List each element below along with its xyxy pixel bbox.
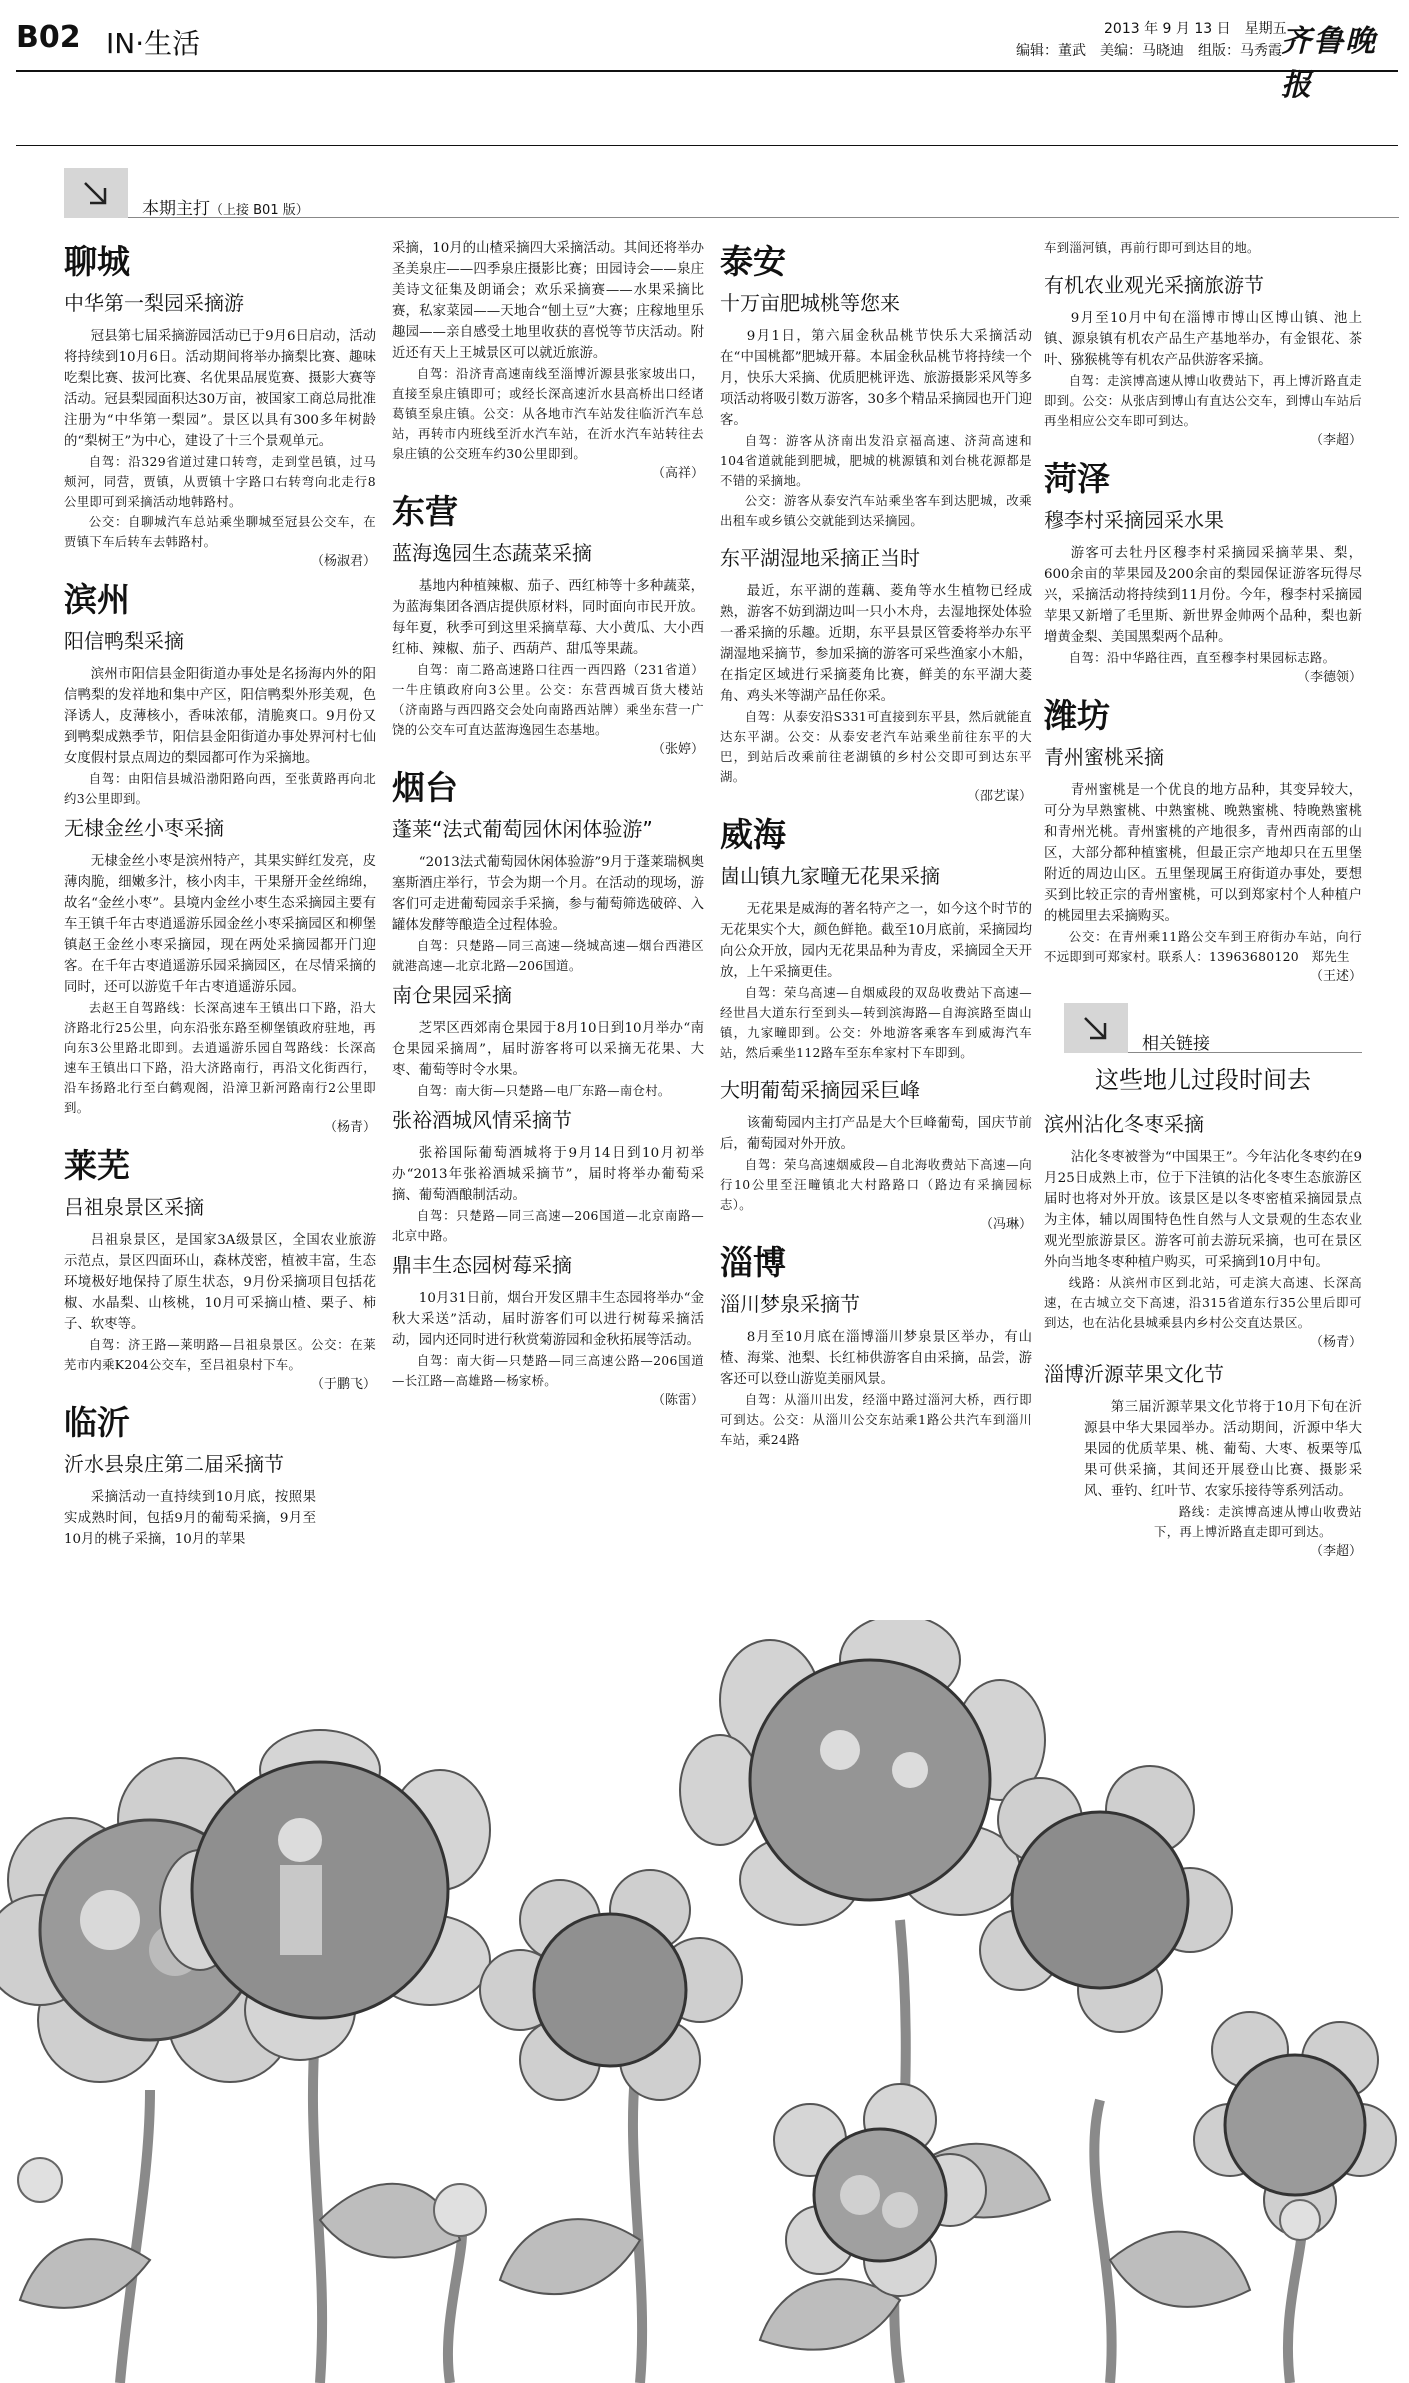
article-body: 8月至10月底在淄博淄川梦泉景区举办，有山楂、海棠、池梨、长红柿供游客自由采摘，品尝，游客还可以登山游览美丽风景。 bbox=[720, 1330, 1032, 1387]
article-body: 第三届沂源苹果文化节将于10月下旬在沂源县中华大果园举办。活动期间，沂源中华大果园的优质苹果、桃、葡萄、大枣、板栗等瓜果可供采摘，其间还开展登山比赛、摄影采风、垂钓、红叶节、农家乐接待等系列活动。 bbox=[1084, 1400, 1362, 1499]
banner-rule bbox=[1128, 1052, 1362, 1053]
top-rule bbox=[16, 145, 1398, 146]
article-body: 9月1日，第六届金秋品桃节快乐大采摘活动在“中国桃都”肥城开幕。本届金秋品桃节将持续一个月，快乐大采摘、优质肥桃评选、旅游摄影采风等多项活动将吸引数万游客，30多个精品采摘园也开门迎客。 bbox=[720, 329, 1032, 428]
article-body: “2013法式葡萄园休闲体验游”9月于蓬莱瑞枫奥塞斯酒庄举行，节会为期一个月。在活动的现场，游客们可走进葡萄园亲手采摘，参与葡萄筛选破碎、入罐体发酵等酿造全过程体验。 bbox=[392, 855, 704, 933]
banner-rule bbox=[128, 217, 1399, 218]
byline: （陈雷） bbox=[651, 1393, 704, 1408]
article-body: 张裕国际葡萄酒城将于9月14日到10月初举办“2013年张裕酒城采摘节”，届时将举办葡萄采摘、葡萄酒酿制活动。 bbox=[392, 1146, 704, 1203]
article-body: 芝罘区西郊南仓果园于8月10日到10月举办“南仓果园采摘周”，届时游客将可以采摘无花果、大枣、葡萄等时令水果。 bbox=[392, 1021, 704, 1078]
peach-icon bbox=[80, 1890, 140, 1950]
byline: （邵艺谋） bbox=[966, 789, 1032, 804]
byline: （张婷） bbox=[651, 742, 704, 757]
flower-photo-5 bbox=[980, 1766, 1232, 2032]
article-body: 冠县第七届采摘游园活动已于9月6日启动，活动将持续到10月6日。活动期间将举办摘梨比赛、趣味吃梨比赛、拔河比赛、名优果品展览赛、摄影大赛等活动。冠县梨园面积达30万亩，被国家工商总局批准注册为“中华第一梨园”。景区以具有300多年树龄的“梨树王”为中心，建设了十三个景观单元。 bbox=[64, 329, 376, 449]
route-note: 自驾：从泰安沿S331可直接到东平县，然后就能直达东平湖。公交：从泰安老汽车站乘坐前往东平的大巴，到站后改乘前往老湖镇的乡村公交即可到达东平湖。 bbox=[720, 709, 1032, 784]
flower-photo-4 bbox=[680, 1620, 1045, 1925]
city-heading: 滨州 bbox=[64, 580, 130, 619]
byline: （冯琳） bbox=[979, 1217, 1032, 1232]
masthead bbox=[16, 14, 1396, 103]
byline: （李德领） bbox=[1296, 670, 1362, 685]
article-heading: 阳信鸭梨采摘 bbox=[64, 629, 184, 653]
related-banner bbox=[1064, 1003, 1362, 1053]
article-heading: 大明葡萄采摘园采巨峰 bbox=[720, 1078, 920, 1102]
column-3 bbox=[720, 238, 1032, 1450]
article-body: 游客可去牡丹区穆李村采摘园采摘苹果、梨，600余亩的苹果园及200余亩的梨园保证游客玩得尽兴，采摘活动将持续到11月份。今年，穆李村采摘园苹果又新增了毛里斯、新世界金帅两个品种，梨也新增黄金梨、美国黑梨两个品种。 bbox=[1044, 546, 1362, 645]
section-name: IN·生活 bbox=[106, 27, 201, 60]
person-icon bbox=[892, 1752, 928, 1788]
route-note: 自驾：游客从济南出发沿京福高速、济菏高速和104省道就能到肥城，肥城的桃源镇和刘台桃花源都是不错的采摘地。 bbox=[720, 433, 1032, 488]
route-note: 公交：在青州乘11路公交车到王府街办车站，向行不远即到可郑家村。联系人：13963680120 郑先生 bbox=[1044, 929, 1362, 964]
route-note: 自驾：荣乌高速烟威段—自北海收费站下高速—向行10公里至汪疃镇北大村路路口（路边有采摘园标志）。 bbox=[720, 1157, 1032, 1212]
article-heading: 蓝海逸园生态蔬菜采摘 bbox=[392, 541, 592, 565]
apple-icon bbox=[882, 2192, 918, 2228]
article-heading: 吕祖泉景区采摘 bbox=[64, 1195, 204, 1219]
flower-buds bbox=[18, 2158, 1320, 2240]
article-body: 吕祖泉景区，是国家3A级景区，全国农业旅游示范点，景区四面环山，森林茂密，植被丰富，生态环境极好地保持了原生状态，9月份采摘项目包括花椒、水晶梨、山核桃，10月可采摘山楂、栗子、柿子、软枣等。 bbox=[64, 1233, 376, 1332]
arrow-icon bbox=[1082, 1015, 1110, 1041]
editor-credits: 编辑：董武 美编：马晓迪 组版：马秀霞 bbox=[1016, 43, 1282, 59]
city-heading: 烟台 bbox=[392, 768, 458, 807]
header-rule bbox=[16, 70, 1398, 72]
route-note: 路线：走滨博高速从博山收费站下，再上博沂路直走即可到达。 bbox=[1154, 1504, 1362, 1539]
column-2 bbox=[392, 238, 704, 1419]
page-number: B02 bbox=[16, 20, 81, 55]
article-body: 10月31日前，烟台开发区鼎丰生态园将举办“金秋大采送”活动，届时游客们可以进行树莓采摘活动，园内还同时进行秋赏菊游园和金秋拓展等活动。 bbox=[392, 1291, 704, 1348]
flower-photo-illustration bbox=[0, 1620, 1409, 2383]
article-heading: 蓬莱“法式葡萄园休闲体验游” bbox=[392, 817, 653, 841]
city-heading: 菏泽 bbox=[1044, 459, 1110, 498]
article-body: 青州蜜桃是一个优良的地方品种，其变异较大，可分为早熟蜜桃、中熟蜜桃、晚熟蜜桃、特晚熟蜜桃和青州光桃。青州蜜桃的产地很多，青州西南部的山区，大部分都种植蜜桃，但最正宗产地却只在五里堡附近的周边山区。五里堡现属王府街道办事处，要想买到比较正宗的青州蜜桃，可以到郑家村个人种植户的桃园里去采摘购买。 bbox=[1044, 783, 1362, 924]
person-icon bbox=[820, 1730, 860, 1770]
city-heading: 聊城 bbox=[64, 242, 130, 281]
column-4 bbox=[1044, 238, 1362, 1570]
article-body: 滨州市阳信县金阳街道办事处是名扬海内外的阳信鸭梨的发祥地和集中产区，阳信鸭梨外形美观，色泽诱人，皮薄核小，香味浓郁，清脆爽口。9月份又到鸭梨成熟季节，阳信县金阳街道办事处界河村七仙女度假村景点周边的梨园都可作为采摘地。 bbox=[64, 667, 376, 766]
article-heading: 滨州沾化冬枣采摘 bbox=[1044, 1112, 1204, 1136]
city-heading: 潍坊 bbox=[1044, 696, 1110, 735]
article-heading: 东平湖湿地采摘正当时 bbox=[720, 546, 920, 570]
article-body: 沾化冬枣被誉为“中国果王”。今年沾化冬枣约在9月25日成熟上市，位于下洼镇的沾化冬枣生态旅游区届时也将对外开放。该景区是以冬枣密植采摘园景点为主体，辅以周围特色性自然与人文景观的生态农业观光型旅游景区。游客可前去游玩采摘，也可在景区外向当地冬枣种植户购买，可采摘到10月中旬。 bbox=[1044, 1150, 1362, 1270]
city-heading: 临沂 bbox=[64, 1403, 130, 1442]
route-note-continued: 车到淄河镇，再前行即可到达目的地。 bbox=[1044, 240, 1260, 255]
article-body: 该葡萄园内主打产品是大个巨峰葡萄，国庆节前后，葡萄园对外开放。 bbox=[720, 1116, 1032, 1152]
route-note: 自驾：走滨博高速从博山收费站下，再上博沂路直走即到。公交：从张店到博山有直达公交车，到博山车站后再坐相应公交车即可到达。 bbox=[1044, 373, 1362, 428]
banner-title bbox=[142, 194, 309, 219]
byline: （李超） bbox=[1309, 433, 1362, 448]
flower-photo-3 bbox=[480, 1870, 742, 2100]
banner-box bbox=[64, 168, 128, 218]
route-note: 公交：自聊城汽车总站乘坐聊城至冠县公交车，在贾镇下车后转车去韩路村。 bbox=[64, 514, 376, 549]
article-heading: 崮山镇九家疃无花果采摘 bbox=[720, 864, 940, 888]
route-note: 线路：从滨州市区到北站，可走滨大高速、长深高速，在古城立交下高速，沿315省道东行35公里后即可到达，也在沾化县城乘县内乡村公交直达景区。 bbox=[1044, 1275, 1362, 1330]
article-heading: 穆李村采摘园采水果 bbox=[1044, 508, 1224, 532]
article-heading: 有机农业观光采摘旅游节 bbox=[1044, 273, 1264, 297]
article-heading: 张裕酒城风情采摘节 bbox=[392, 1108, 572, 1132]
field-photo bbox=[1225, 2055, 1365, 2195]
banner-title-text: 本期主打 bbox=[142, 199, 210, 219]
article-body: 采摘活动一直持续到10月底，按照果实成熟时间，包括9月的葡萄采摘，9月至10月的桃子采摘，10月的苹果 bbox=[64, 1490, 316, 1547]
article-heading: 淄博沂源苹果文化节 bbox=[1044, 1362, 1224, 1386]
related-title: 这些地儿过段时间去 bbox=[1095, 1066, 1311, 1094]
article-body: 无棣金丝小枣是滨州特产，其果实鲜红发亮，皮薄肉脆，细嫩多汁，核小肉丰，干果掰开金丝绵绵，故名“金丝小枣”。县境内金丝小枣生态采摘园主要有车王镇千年古枣逍遥游乐园金丝小枣采摘园区和柳堡镇赵王金丝小枣采摘园，现在两处采摘园都开门迎客。在千年古枣逍遥游乐园采摘园区，在尽情采摘的同时，还可以游览千年古枣逍遥游乐园。 bbox=[64, 854, 376, 995]
byline: （王述） bbox=[1309, 969, 1362, 984]
route-note: 自驾：由阳信县城沿渤阳路向西，至张黄路再向北约3公里即到。 bbox=[64, 771, 376, 806]
route-note: 公交：游客从泰安汽车站乘坐客车到达肥城，改乘出租车或乡镇公交就能到达采摘园。 bbox=[720, 493, 1032, 528]
banner-box bbox=[1064, 1003, 1128, 1053]
byline: （高祥） bbox=[651, 466, 704, 481]
article-heading: 青州蜜桃采摘 bbox=[1044, 745, 1164, 769]
route-note: 自驾：沿329省道过建口转弯，走到堂邑镇，过马颊河，同营，贾镇，从贾镇十字路口右转弯向北走行8公里即可到采摘活动地韩路村。 bbox=[64, 454, 376, 509]
article-heading: 无棣金丝小枣采摘 bbox=[64, 816, 224, 840]
byline: （杨青） bbox=[323, 1120, 376, 1135]
byline: （杨淑君） bbox=[310, 554, 376, 569]
city-heading: 泰安 bbox=[720, 242, 786, 281]
arrow-icon bbox=[82, 180, 110, 206]
route-note: 自驾：沿济青高速南线至淄博沂源县张家坡出口，直接至泉庄镇即可；或经长深高速沂水县高桥出口经诸葛镇至泉庄镇。公交：从各地市汽车站发往临沂汽车总站，再转市内班线至沂水汽车站，在沂水汽车站转往去泉庄镇的公交班车约30公里即到。 bbox=[392, 366, 704, 461]
city-heading: 莱芜 bbox=[64, 1146, 130, 1185]
city-heading: 威海 bbox=[720, 815, 786, 854]
girl-photo bbox=[534, 1914, 686, 2066]
column-1 bbox=[64, 238, 376, 1550]
route-note: 自驾：南二路高速路口往西一西四路（231省道）一牛庄镇政府向3公里。公交：东营西城百货大楼站（济南路与西四路交会处向南路西站牌）乘坐东营一广饶的公交车可直达蓝海逸园生态基地。 bbox=[392, 662, 704, 737]
person-icon bbox=[280, 1865, 322, 1955]
section-banner bbox=[64, 168, 1399, 218]
route-note: 自驾：南大街—只楚路—电厂东路—南仓村。 bbox=[416, 1083, 671, 1098]
route-note: 自驾：沿中华路往西，直至穆李村果园标志路。 bbox=[1068, 650, 1336, 665]
byline: （杨青） bbox=[1309, 1335, 1362, 1350]
banner-title: 相关链接 bbox=[1142, 1034, 1210, 1054]
article-body: 无花果是威海的著名特产之一，如今这个时节的无花果实个大，颜色鲜艳。截至10月底前，采摘园均向公众开放，园内无花果品种为青皮，采摘园全天开放，上午采摘更佳。 bbox=[720, 902, 1032, 980]
article-heading: 南仓果园采摘 bbox=[392, 983, 512, 1007]
apple-icon bbox=[840, 2175, 880, 2215]
orchard-photo bbox=[1012, 1812, 1188, 1988]
route-note: 自驾：济王路—莱明路—吕祖泉景区。公交：在莱芜市内乘K204公交车，至吕祖泉村下车。 bbox=[64, 1337, 376, 1372]
article-body: 最近，东平湖的莲藕、菱角等水生植物已经成熟，游客不妨到湖边叫一只小木舟，去湿地探处体验一番采摘的乐趣。近期，东平县景区管委将举办东平湖湿地采摘节，参加采摘的游客可采些渔家小木船，在指定区域进行采摘菱角比赛，鲜美的东平湖大菱角、鸡头米等湖产品任你采。 bbox=[720, 584, 1032, 704]
family-picking-photo bbox=[750, 1660, 990, 1900]
article-heading: 淄川梦泉采摘节 bbox=[720, 1292, 860, 1316]
route-note: 自驾：南大街—只楚路—同三高速公路—206国道—长江路—高雄路—杨家桥。 bbox=[392, 1353, 704, 1388]
route-note: 自驾：只楚路—同三高速—绕城高速—烟台西港区就港高速—北京北路—206国道。 bbox=[392, 938, 704, 973]
person-icon bbox=[278, 1818, 322, 1862]
route-note: 去赵王自驾路线：长深高速车王镇出口下路，沿大济路北行25公里，向东沿张东路至柳堡镇政府驻地，再向东3公里路北即到。去逍遥游乐园自驾路线：长深高速车王镇出口下路，沿大济路南行，再沿文化街西行，沿车扬路北行至白鹤观阁，沿漳卫新河路南行2公里即到。 bbox=[64, 1000, 376, 1115]
route-note: 自驾：从淄川出发，经淄中路过淄河大桥，西行即可到达。公交：从淄川公交东站乘1路公共汽车到淄川车站，乘24路 bbox=[720, 1392, 1032, 1447]
article-body-continued: 采摘，10月的山楂采摘四大采摘活动。其间还将举办圣美泉庄——四季泉庄摄影比赛；田园诗会——泉庄美诗文征集及朗诵会；欢乐采摘赛——水果采摘比赛，私家菜园——天地合“刨土豆”大赛；庄稼地里乐趣园——亲自感受土地里收获的喜悦等节庆活动。附近还有天上王城景区可以就近旅游。 bbox=[392, 241, 704, 361]
newspaper-logo: 齐鲁晚报 bbox=[1281, 24, 1377, 103]
route-note: 自驾：只楚路—同三高速—206国道—北京南路—北京中路。 bbox=[392, 1208, 704, 1243]
article-heading: 中华第一梨园采摘游 bbox=[64, 291, 244, 315]
article-body: 基地内种植辣椒、茄子、西红柿等十多种蔬菜，为蓝海集团各酒店提供原材料，同时面向市民开放。每年夏，秋季可到这里采摘草莓、大小黄瓜、大小西红柿、辣椒、茄子、西葫芦、甜瓜等果蔬。 bbox=[392, 579, 704, 657]
banner-note: （上接 B01 版） bbox=[210, 203, 309, 218]
article-heading: 十万亩肥城桃等您来 bbox=[720, 291, 900, 315]
article-heading: 鼎丰生态园树莓采摘 bbox=[392, 1253, 572, 1277]
issue-date: 2013 年 9 月 13 日 星期五 bbox=[1104, 21, 1287, 37]
byline: （于鹏飞） bbox=[310, 1377, 376, 1392]
article-body: 9月至10月中旬在淄博市博山区博山镇、池上镇、源泉镇有机农产品生产基地举办，有金银花、茶叶、猕猴桃等有机农产品供游客采摘。 bbox=[1044, 311, 1362, 368]
city-heading: 淄博 bbox=[720, 1243, 786, 1282]
city-heading: 东营 bbox=[392, 492, 458, 531]
article-heading: 沂水县泉庄第二届采摘节 bbox=[64, 1452, 284, 1476]
route-note: 自驾：荣乌高速—自烟威段的双岛收费站下高速—经世昌大道东行至到头—转到滨海路—自海滨路至崮山镇，九家疃即到。公交：外地游客乘客车到威海汽车站，然后乘坐112路车至东牟家村下车即到。 bbox=[720, 985, 1032, 1060]
byline: （李超） bbox=[1309, 1544, 1362, 1559]
flower-photo-7 bbox=[774, 2084, 986, 2296]
